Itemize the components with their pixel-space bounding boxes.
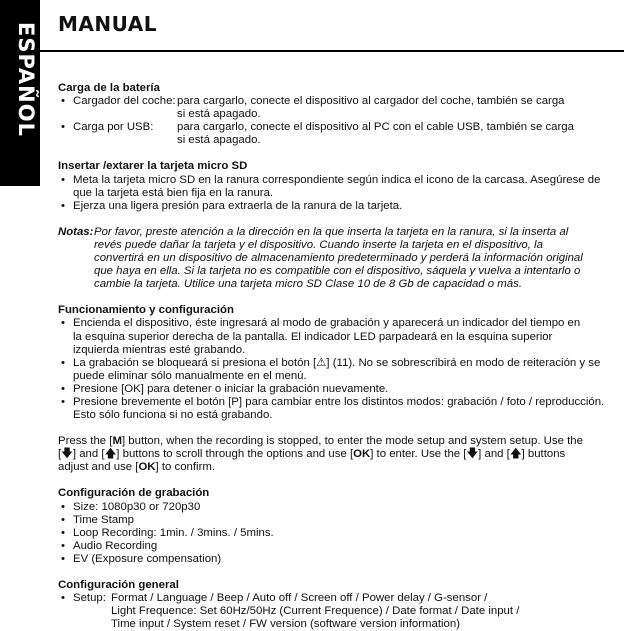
- notes-label: Notas:: [58, 225, 94, 238]
- list-item: [58, 95, 618, 121]
- language-label: ESPAÑOL: [14, 22, 38, 137]
- item-label: • Cargador del coche:: [73, 95, 176, 108]
- page-title: MANUAL: [58, 12, 157, 36]
- battery-section: [58, 82, 618, 147]
- notes-text: Por favor, preste atención a la dirección en la que inserta la tarjeta en la ranura, si la inserta al revés puede dañar la tarjeta y el dispositivo. Cuando inserte la tarjeta en el dispositivo, la convertirá en un dispositivo de almacenamiento predeterminado y perderá la información original que haya en ella. Si la tarjeta no es compatible con el dispositivo, sáquela y vuelva a intentarlo o cambie la tarjeta. Utilice una tarjeta micro SD Clase 10 de 8 Gb de capacidad o más.: [94, 225, 583, 291]
- item-label: • Setup:: [73, 592, 106, 605]
- list-item: • Encienda el dispositivo, éste ingresará al modo de grabación y aparecerá un indicador del tiempo en la esquina superior derecha de la pantalla. El indicador LED parpadeará en la esquina superior izquierda mientras esté grabando.: [58, 317, 620, 356]
- item-text: Format / Language / Beep / Auto off / Screen off / Power delay / G-sensor / Light Frequence: Set 60Hz/50Hz (Current Frequence) / Date format / Date input / Time input / System reset / FW version (software version information): [111, 592, 520, 631]
- up-arrow-icon: 🡅: [104, 448, 117, 461]
- down-arrow-icon: 🡇: [61, 448, 73, 461]
- list-item: • Loop Recording: 1min. / 3mins. / 5mins.: [58, 527, 618, 540]
- language-tab: [0, 0, 40, 186]
- list-item: • EV (Exposure compensation): [58, 553, 618, 566]
- header-divider: [40, 50, 624, 52]
- down-arrow-icon: 🡇: [466, 448, 479, 461]
- item-text: para cargarlo, conecte el dispositivo al PC con el cable USB, también se carga si está apagado.: [177, 121, 574, 147]
- warning-icon: ⚠: [316, 356, 327, 369]
- list-item: • La grabación se bloqueará si presiona el botón [⚠] (11). No se sobrescribirá en modo de reiteración y se puede eliminar sólo manualmente en el menú.: [58, 357, 620, 383]
- item-text: para cargarlo, conecte el dispositivo al cargador del coche, también se carga si está apagado.: [177, 95, 565, 121]
- section-heading: Insertar /extarer la tarjeta micro SD: [58, 160, 248, 173]
- list-item: • Presione brevemente el botón [P] para cambiar entre los distintos modos: grabación / foto / reproducción. Esto sólo funciona si no está grabando.: [58, 396, 620, 422]
- list-item: • Size: 1080p30 or 720p30: [58, 501, 618, 514]
- list-item: [58, 592, 618, 631]
- manual-content: [58, 82, 618, 631]
- list-item: [58, 121, 618, 147]
- section-heading: Carga de la batería: [58, 82, 160, 94]
- operation-section: [58, 304, 620, 422]
- section-heading: Configuración general: [58, 579, 179, 591]
- recording-section: [58, 487, 618, 566]
- press-paragraph: Press the [M] button, when the recording is stopped, to enter the mode setup and system setup. Use the [🡇] and [🡅] buttons to scroll through the options and use [OK] to enter. Use the [🡇] and [🡅] buttons adjust and use [OK] to confirm.: [58, 435, 583, 474]
- item-label: • Carga por USB:: [73, 121, 154, 134]
- section-heading: Configuración de grabación: [58, 487, 210, 500]
- general-section: [58, 579, 618, 631]
- list-item: • Presione [OK] para detener o iniciar la grabación nuevamente.: [58, 383, 620, 396]
- list-item: • Ejerza una ligera presión para extraerla de la ranura de la tarjeta.: [58, 200, 603, 213]
- notes: [58, 226, 618, 291]
- up-arrow-icon: 🡅: [509, 448, 522, 461]
- sd-section: [58, 160, 603, 212]
- section-heading: Funcionamiento y configuración: [58, 304, 234, 317]
- list-item: • Meta la tarjeta micro SD en la ranura correspondiente según indica el icono de la carcasa. Asegúrese de que la tarjeta está bien fija en la ranura.: [58, 174, 603, 200]
- list-item: • Time Stamp: [58, 514, 618, 527]
- list-item: • Audio Recording: [58, 540, 618, 553]
